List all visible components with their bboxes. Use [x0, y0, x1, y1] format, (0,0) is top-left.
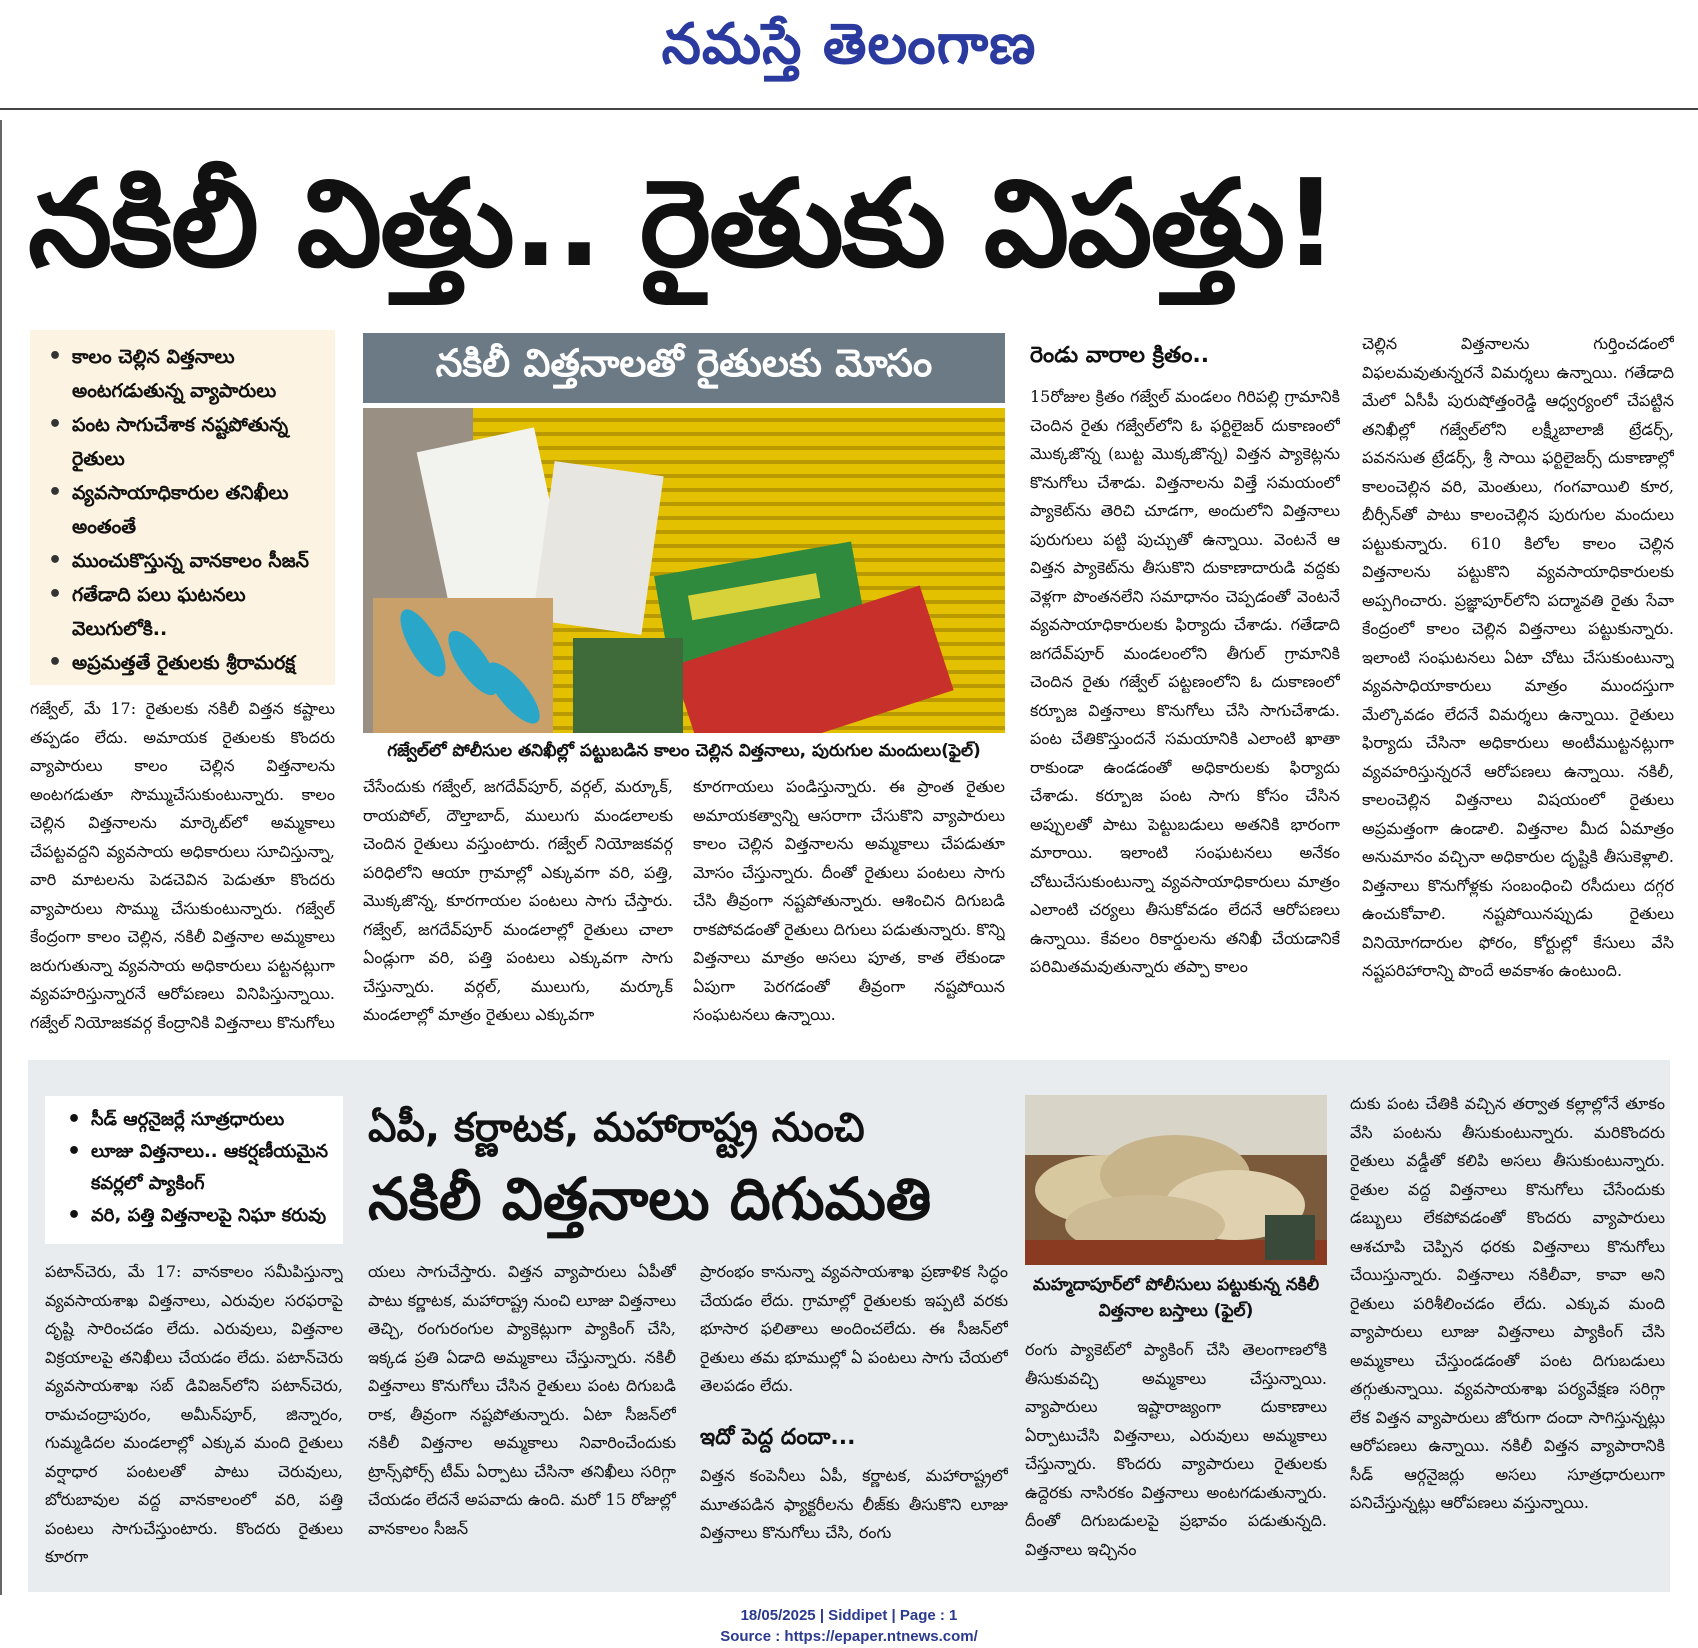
top-banner: నకిలీ విత్తనాలతో రైతులకు మోసం	[363, 333, 1005, 403]
top-article-column-1: గజ్వేల్, మే 17: రైతులకు నకిలీ విత్తన కష్టాలు తప్పడం లేదు. అమాయక రైతులకు కొందరు వ్యాపారులు కాలం చెల్లిన విత్తనాలను అంటగడుతూ సొమ్ముచేసుకుంటున్నారు. కాలం చెల్లిన విత్తనాలను మార్కెట్‌లో అమ్మకాలు చేపట్టవద్దని వ్యవసాయ అధికారులు సూచిస్తున్నా, వారి మాటలను పెడచెవిన పెడుతూ కొందరు వ్యాపారులు సొమ్ము చేసుకుంటున్నారు. గజ్వేల్ కేంద్రంగా కాలం చెల్లిన, నకిలీ విత్తనాల అమ్మకాలు జరుగుతున్నా వ్యవసాయ అధికారులు పట్టనట్లుగా వ్యవహరిస్తున్నారనే ఆరోపణలు వినిపిస్తున్నాయి. గజ్వేల్ నియోజకవర్గ కేంద్రానికి విత్తనాలు కొనుగోలు	[30, 699, 335, 1032]
main-headline: నకిలీ విత్తు.. రైతుకు విపత్తు!	[28, 155, 1336, 294]
page-frame-left	[0, 120, 2, 1595]
lower-headline-line-2: నకిలీ విత్తనాలు దిగుమతి	[368, 1165, 932, 1233]
seed-sacks-illustration	[1025, 1095, 1327, 1265]
top-column-4-subhead: రెండు వారాల క్రితం..	[1030, 343, 1210, 368]
top-photo-caption: గజ్వేల్‌లో పోలీసుల తనిఖీల్లో పట్టుబడిన కాలం చెల్లిన విత్తనాలు, పురుగుల మందులు(ఫైల్)	[387, 741, 981, 761]
lower-headline-line-1: ఏపీ, కర్ణాటక, మహారాష్ట్ర నుంచి	[368, 1105, 865, 1151]
lower-highlight-item: • లూజు విత్తనాలు.. ఆకర్షణీయమైన కవర్లలో ప్యాకింగ్	[63, 1136, 333, 1200]
seed-sacks-photo	[1025, 1095, 1327, 1265]
highlights-list	[44, 340, 325, 680]
lower-highlight-item: • సీడ్ ఆర్గనైజర్లే సూత్రధారులు	[63, 1104, 333, 1136]
lower-article-column-1: పటాన్‌చెరు, మే 17: వానకాలం సమీపిస్తున్నా వ్యవసాయశాఖ విత్తనాలు, ఎరువుల సరఫరాపై దృష్టి సారించడం లేదు. ఎరువులు, విత్తనాల విక్రయాలపై తనిఖీలు చేయడం లేదు. పటాన్‌చెరు వ్యవసాయశాఖ సబ్ డివిజన్‌లోని పటాన్‌చెరు, రామచంద్రాపురం, అమీన్‌పూర్, జిన్నారం, గుమ్మడిదల మండలాల్లో ఎక్కువ మంది రైతులు వర్షాధార పంటలతో పాటు చెరువులు, బోరుబావుల వద్ద వానకాలంలో వరి, పత్తి పంటలు సాగుచేస్తుంటారు. కొందరు రైతులు కూరగా	[45, 1262, 343, 1566]
lower-article-column-3a: ప్రారంభం కానున్నా వ్యవసాయశాఖ ప్రణాళిక సిద్ధం చేయడం లేదు. గ్రామాల్లో రైతులకు ఇప్పటి వరకు భూసార ఫలితాలు అందించలేదు. ఈ సీజన్‌లో రైతులు తమ భూముల్లో ఏ పంటలు సాగు చేయలో తెలపడం లేదు.	[700, 1262, 1008, 1395]
highlight-item: • ముంచుకొస్తున్న వానకాలం సీజన్	[44, 544, 325, 578]
lower-highlights-list	[63, 1104, 333, 1232]
top-article-column-5: చెల్లిన విత్తనాలను గుర్తించడంలో విఫలమవుతున్నరనే విమర్శలు ఉన్నాయి. గతేడాది మేలో ఏసీపీ పురుషోత్తంరెడ్డి ఆధ్వర్యంలో చేపట్టిన తనిఖీల్లో గజ్వేల్‌లోని లక్ష్మీబాలాజీ ట్రేడర్స్, పవనసుత ట్రేడర్స్, శ్రీ సాయి ఫర్టిలైజర్స్ దుకాణాల్లో కాలంచెల్లిన వరి, మెంతులు, గంగవాయిలి కూర, బీర్సీన్‌తో పాటు కాలంచెల్లిన పురుగుల మందులు పట్టుకున్నారు. 610 కిలోల కాలం చెల్లిన విత్తనాలను పట్టుకొని వ్యవసాయాధికారులకు అప్పగించారు. ప్రజ్ఞాపూర్‌లోని పద్మావతి రైతు సేవా కేంద్రంలో కాలం చెల్లిన విత్తనాలు పట్టుకున్నారు. ఇలాంటి సంఘటనలు ఏటా చోటు చేసుకుంటున్నా వ్యవసాధియాకారులు మాత్రం ముందస్తుగా మేల్కొవడం లేదనే విమర్శలు ఉన్నాయి. రైతులు ఫిర్యాదు చేసినా అధికారులు అంటీముట్టనట్లుగా వ్యవహరిస్తున్నరనే ఆరోపణలు ఉన్నాయి. నకిలీ, కాలంచెల్లిన విత్తనాలు విషయంలో రైతులు అప్రమత్తంగా ఉండాలి. విత్తనాల మీద ఏమాత్రం అనుమానం వచ్చినా అధికారుల దృష్టికి తీసుకెళ్లాలి. విత్తనాలు కొనుగోళ్లకు సంబంధించి రసీదులు దగ్గర ఉంచుకోవాలి. నష్టపోయినప్పుడు రైతులు వినియోగదారుల ఫోరం, కోర్టుల్లో కేసులు వేసి నష్టపరిహారాన్ని పొందే అవకాశం ఉంటుంది.	[1362, 334, 1674, 980]
seized-seeds-illustration	[363, 408, 1005, 733]
lower-highlights-box	[45, 1096, 343, 1244]
lower-photo-caption: మహ్మదాపూర్‌లో పోలీసులు పట్టుకున్న నకిలీ విత్తనాల బస్తాలు (ఫైల్)	[1032, 1275, 1320, 1321]
lower-article-column-2: యలు సాగుచేస్తారు. విత్తన వ్యాపారులు ఏపీతో పాటు కర్ణాటక, మహారాష్ట్ర నుంచి లూజు విత్తనాలు తెచ్చి, రంగురంగుల ప్యాకెట్లుగా ప్యాకింగ్ చేసి, ఇక్కడ ప్రతి ఏడాది అమ్మకాలు చేస్తున్నారు. నకిలీ విత్తనాలు కొనుగోలు చేసిన రైతులు పంట దిగుబడి రాక, తీవ్రంగా నష్టపోతున్నారు. ఏటా సీజన్‌లో నకిలీ విత్తనాల అమ్మకాలు నివారించేందుకు ట్రాన్స్‌ఫోర్స్ టీమ్ ఏర్పాటు చేసినా తనిఖీలు సరిగ్గా చేయడం లేదనే అపవాదు ఉంది. మరో 15 రోజుల్లో వానకాలం సీజన్	[368, 1262, 676, 1538]
top-article-column-2: చేసేందుకు గజ్వేల్, జగదేవ్‌పూర్, వర్గల్, మర్కూక్, రాయపోల్, దౌల్తాబాద్, ములుగు మండలాలకు చెందిన రైతులు వస్తుంటారు. గజ్వేల్ నియోజకవర్గ పరిధిలోని ఆయా గ్రామాల్లో ఎక్కువగా వరి, పత్తి, మొక్కజొన్న, కూరగాయల పంటలు సాగు చేస్తారు. గజ్వేల్, జగదేవ్‌పూర్ మండలాల్లో రైతులు చాలా ఏండ్లుగా వరి, పత్తి పంటలు ఎక్కువగా సాగు చేస్తున్నారు. వర్గల్, ములుగు, మర్కూక్ మండలాల్లో మాత్రం రైతులు ఎక్కువగా	[363, 777, 673, 1024]
lower-column-3-subhead: ఇదో పెద్ద దందా...	[700, 1425, 856, 1450]
top-article-column-4: 15రోజుల క్రితం గజ్వేల్ మండలం గిరిపల్లి గ్రామానికి చెందిన రైతు గజ్వేల్‌లోని ఓ ఫర్టిలైజర్ దుకాణంలో మొక్కజొన్న (బుట్ట మొక్కజొన్న) విత్తన ప్యాకెట్లను కొనుగోలు చేశాడు. విత్తనాలను విత్తే సమయంలో ప్యాకెట్‌ను తెరిచి చూడగా, అందులోని విత్తనాలు పురుగులు పట్టి పుచ్చుతో ఉన్నాయి. వెంటనే ఆ విత్తన ప్యాకెట్‌ను తీసుకొని దుకాణాదారుడి వద్దకు వెళ్లగా పొంతనలేని సమాధానం చెప్పడంతో వెంటనే వ్యవసాయాధికారులకు ఫిర్యాదు చేశాడు. గతేడాది జగదేవ్‌పూర్ మండలంలోని తీగుల్ గ్రామానికి చెందిన రైతు గజ్వేల్ పట్టణంలోని ఓ దుకాణంలో కర్బూజ విత్తనాలు కొనుగోలు చేసి సాగుచేశాడు. పంట చేతికొస్తుందనే సమయానికి ఎలాంటి ఖాతా రాకుండా ఉండడంతో అధికారులకు ఫిర్యాదు చేశాడు. కర్బూజ పంట సాగు కోసం చేసిన అప్పులతో పాటు పెట్టుబడులు అతనికి భారంగా మారాయి. ఇలాంటి సంఘటనలు అనేకం చోటుచేసుకుంటున్నా వ్యవసాయాధికారులు మాత్రం ఎలాంటి చర్యలు తీసుకోవడం లేదనే ఆరోపణలు ఉన్నాయి. కేవలం రికార్డులను తనిఖీ చేయడానికే పరిమితమవుతున్నారు తప్పా కాలం	[1030, 387, 1340, 976]
seized-seeds-photo	[363, 408, 1005, 733]
highlight-item: • పంట సాగుచేశాక నష్టపోతున్న రైతులు	[44, 408, 325, 476]
lower-article-column-5: దుకు పంట చేతికి వచ్చిన తర్వాత కల్లాల్లోనే తూకం వేసి పంటను తీసుకుంటున్నారు. మరికొందరు రైతులు వడ్డీతో కలిపి అసలు తీసుకుంటున్నారు. రైతుల వద్ద విత్తనాలు కొనుగోలు చేసేందుకు డబ్బులు లేకపోవడంతో కొందరు వ్యాపారులు ఆశచూపి చెప్పిన ధరకు విత్తనాలు కొనుగోలు చేయిస్తున్నారు. విత్తనాలు నకిలీవా, కావా అని రైతులు పరిశీలించడం లేదు. ఎక్కువ మంది వ్యాపారులు లూజు విత్తనాలు ప్యాకింగ్ చేసి అమ్మకాలు చేస్తుండడంతో పంట దిగుబడులు తగ్గుతున్నాయి. వ్యవసాయశాఖ పర్యవేక్షణ సరిగ్గా లేక విత్తన వ్యాపారులు జోరుగా దందా సాగిస్తున్నట్లు ఆరోపణలు ఉన్నాయి. నకిలీ విత్తన వ్యాపారానికి సీడ్ ఆర్గనైజర్లు అసలు సూత్రధారులుగా పనిచేస్తున్నట్లు ఆరోపణలు వస్తున్నాయి.	[1350, 1094, 1665, 1512]
lower-article-column-4: రంగు ప్యాకెట్‌లో ప్యాకింగ్ చేసి తెలంగాణలోకి తీసుకువచ్చి అమ్మకాలు చేస్తున్నాయి. వ్యాపారులు ఇష్టారాజ్యంగా దుకాణాలు ఏర్పాటుచేసి విత్తనాలు, ఎరువులు అమ్మకాలు చేస్తున్నారు. కొందరు వ్యాపారులు రైతులకు ఉద్దెరకు నాసిరకం విత్తనాలు అంటగడుతున్నారు. దీంతో దిగుబడులపై ప్రభావం పడుతున్నది. విత్తనాలు ఇచ్చినం	[1025, 1340, 1327, 1559]
highlights-box	[30, 330, 335, 685]
masthead: నమస్తే తెలంగాణ	[661, 12, 1037, 77]
lower-highlight-item: • వరి, పత్తి విత్తనాలపై నిఘా కరువు	[63, 1200, 333, 1232]
highlight-item: • వ్యవసాయాధికారుల తనిఖీలు అంతంతే	[44, 476, 325, 544]
masthead-rule	[0, 108, 1698, 110]
footer-page-info: 18/05/2025 | Siddipet | Page : 1	[740, 1607, 958, 1624]
highlight-item: • కాలం చెల్లిన విత్తనాలు అంటగడుతున్న వ్యాపారులు	[44, 340, 325, 408]
lower-article-column-3b: విత్తన కంపెనీలు ఏపీ, కర్ణాటక, మహారాష్ట్రలో మూతపడిన ఫ్యాక్టరీలను లీజ్‌కు తీసుకొని లూజు విత్తనాలు కొనుగోలు చేసి, రంగు	[700, 1466, 1008, 1542]
highlight-item: • అప్రమత్తతే రైతులకు శ్రీరామరక్ష	[44, 646, 325, 680]
highlight-item: • గతేడాది పలు ఘటనలు వెలుగులోకి..	[44, 578, 325, 646]
footer-source: Source : https://epaper.ntnews.com/	[720, 1628, 978, 1645]
top-article-column-3: కూరగాయలు పండిస్తున్నారు. ఈ ప్రాంత రైతుల అమాయకత్వాన్ని ఆసరాగా చేసుకొని వ్యాపారులు కాలం చెల్లిన విత్తనాలను అమ్మకాలు చేపడుతూ మోసం చేస్తున్నారు. దీంతో రైతులు పంటలు సాగు చేసి తీవ్రంగా నష్టపోతున్నారు. ఆశించిన దిగుబడి రాకపోవడంతో రైతులు దిగులు పడుతున్నారు. కొన్ని విత్తనాలు మాత్రం అసలు పూత, కాత లేకుండా ఏపుగా పెరగడంతో తీవ్రంగా నష్టపోయిన సంఘటనలు ఉన్నాయి.	[693, 777, 1005, 1024]
